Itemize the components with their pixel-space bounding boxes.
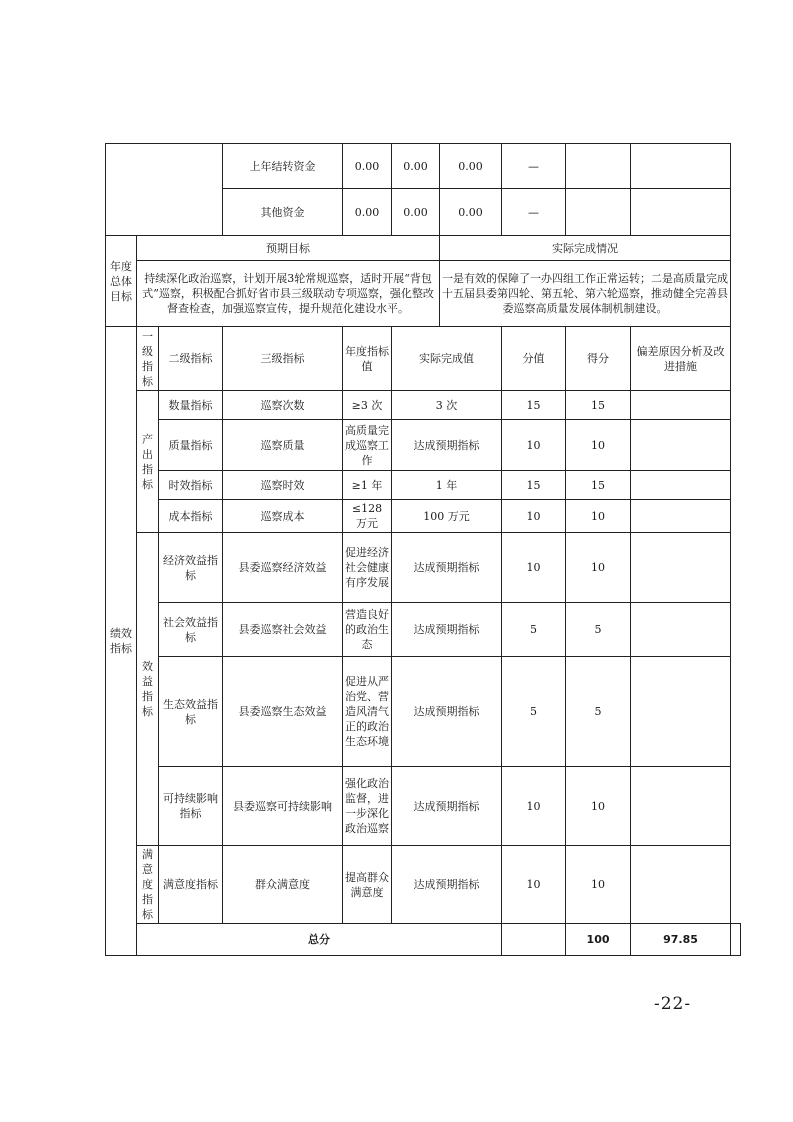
level2-cell: 可持续影响指标 <box>159 767 223 846</box>
funding-value: 0.00 <box>343 189 392 236</box>
actual-status-header: 实际完成情况 <box>440 236 731 261</box>
target-cell: 高质量完成巡察工作 <box>343 420 392 471</box>
reason-cell <box>631 767 731 846</box>
target-cell: 强化政治监督，进一步深化政治巡察 <box>343 767 392 846</box>
score-cell: 10 <box>502 767 566 846</box>
actual-cell: 达成预期指标 <box>392 657 502 767</box>
blank-cell <box>631 144 731 189</box>
level3-cell: 县委巡察可持续影响 <box>223 767 343 846</box>
blank-cell <box>502 924 566 956</box>
total-label: 总分 <box>137 924 502 956</box>
funding-value: — <box>502 144 566 189</box>
blank-cell <box>631 189 731 236</box>
performance-table <box>105 143 741 956</box>
got-cell: 15 <box>566 391 631 420</box>
level3-cell: 巡察次数 <box>223 391 343 420</box>
actual-cell: 达成预期指标 <box>392 603 502 657</box>
target-cell: 提高群众满意度 <box>343 846 392 924</box>
indicator-header-row <box>106 327 741 391</box>
level2-cell: 成本指标 <box>159 500 223 533</box>
page-number: -22- <box>654 994 692 1014</box>
level3-cell: 县委巡察社会效益 <box>223 603 343 657</box>
target-cell: ≥3 次 <box>343 391 392 420</box>
level2-cell: 数量指标 <box>159 391 223 420</box>
actual-cell: 3 次 <box>392 391 502 420</box>
header-score: 分值 <box>502 327 566 391</box>
level2-cell: 生态效益指标 <box>159 657 223 767</box>
got-cell: 10 <box>566 420 631 471</box>
total-row <box>106 924 741 956</box>
header-got: 得分 <box>566 327 631 391</box>
blank-cell <box>566 189 631 236</box>
level2-cell: 经济效益指标 <box>159 533 223 603</box>
table-row <box>106 391 741 420</box>
funding-row <box>106 144 741 189</box>
actual-cell: 达成预期指标 <box>392 846 502 924</box>
level2-cell: 质量指标 <box>159 420 223 471</box>
group-satisfaction-label: 满意度指标 <box>137 846 159 924</box>
funding-value: 0.00 <box>392 144 440 189</box>
target-cell: ≤128 万元 <box>343 500 392 533</box>
blank-cell <box>731 924 741 956</box>
reason-cell <box>631 657 731 767</box>
got-cell: 10 <box>566 533 631 603</box>
funding-label: 其他资金 <box>223 189 343 236</box>
level3-cell: 巡察质量 <box>223 420 343 471</box>
annual-goal-label: 年度总体目标 <box>106 236 137 327</box>
funding-value: — <box>502 189 566 236</box>
expected-goal-text: 持续深化政治巡察，计划开展3轮常规巡察，适时开展“背包式”巡察，积极配合抓好省市县三级联动专项巡察，强化整改督查检查，加强巡察宣传，提升规范化建设水平。 <box>137 261 440 327</box>
table-row <box>106 500 741 533</box>
header-reason: 偏差原因分析及改进措施 <box>631 327 731 391</box>
level2-cell: 时效指标 <box>159 471 223 500</box>
level3-cell: 巡察成本 <box>223 500 343 533</box>
actual-status-text: 一是有效的保障了一办四组工作正常运转；二是高质量完成十五届县委第四轮、第五轮、第六轮巡察，推动健全完善县委巡察高质量发展体制机制建设。 <box>440 261 731 327</box>
level3-cell: 群众满意度 <box>223 846 343 924</box>
actual-cell: 100 万元 <box>392 500 502 533</box>
header-level3: 三级指标 <box>223 327 343 391</box>
goal-text-row <box>106 261 741 327</box>
table-row <box>106 657 741 767</box>
blank-cell <box>566 144 631 189</box>
score-cell: 10 <box>502 500 566 533</box>
reason-cell <box>631 603 731 657</box>
reason-cell <box>631 846 731 924</box>
header-level2: 二级指标 <box>159 327 223 391</box>
header-level1: 一级指标 <box>137 327 159 391</box>
funding-value: 0.00 <box>392 189 440 236</box>
score-cell: 5 <box>502 603 566 657</box>
target-cell: ≥1 年 <box>343 471 392 500</box>
header-target: 年度指标值 <box>343 327 392 391</box>
reason-cell <box>631 500 731 533</box>
reason-cell <box>631 391 731 420</box>
level2-cell: 社会效益指标 <box>159 603 223 657</box>
target-cell: 促进从严治党、营造风清气正的政治生态环境 <box>343 657 392 767</box>
expected-goal-header: 预期目标 <box>137 236 440 261</box>
level3-cell: 巡察时效 <box>223 471 343 500</box>
table-row <box>106 471 741 500</box>
score-cell: 5 <box>502 657 566 767</box>
table-row <box>106 846 741 924</box>
got-cell: 10 <box>566 500 631 533</box>
funding-value: 0.00 <box>440 189 502 236</box>
goal-header-row <box>106 236 741 261</box>
table-row <box>106 603 741 657</box>
total-got: 97.85 <box>631 924 731 956</box>
score-cell: 15 <box>502 471 566 500</box>
table-row <box>106 533 741 603</box>
score-cell: 15 <box>502 391 566 420</box>
level3-cell: 县委巡察生态效益 <box>223 657 343 767</box>
funding-value: 0.00 <box>343 144 392 189</box>
actual-cell: 达成预期指标 <box>392 767 502 846</box>
actual-cell: 达成预期指标 <box>392 533 502 603</box>
level2-cell: 满意度指标 <box>159 846 223 924</box>
header-actual: 实际完成值 <box>392 327 502 391</box>
table-row <box>106 767 741 846</box>
got-cell: 10 <box>566 846 631 924</box>
reason-cell <box>631 471 731 500</box>
table-row <box>106 420 741 471</box>
target-cell: 营造良好的政治生态 <box>343 603 392 657</box>
total-score: 100 <box>566 924 631 956</box>
score-cell: 10 <box>502 846 566 924</box>
actual-cell: 1 年 <box>392 471 502 500</box>
group-benefit-label: 效益指标 <box>137 533 159 846</box>
indicator-section-label: 绩效指标 <box>106 327 137 956</box>
blank-cell <box>106 144 223 236</box>
funding-label: 上年结转资金 <box>223 144 343 189</box>
got-cell: 15 <box>566 471 631 500</box>
level3-cell: 县委巡察经济效益 <box>223 533 343 603</box>
got-cell: 5 <box>566 603 631 657</box>
got-cell: 10 <box>566 767 631 846</box>
group-output-label: 产出指标 <box>137 391 159 533</box>
score-cell: 10 <box>502 420 566 471</box>
got-cell: 5 <box>566 657 631 767</box>
score-cell: 10 <box>502 533 566 603</box>
reason-cell <box>631 533 731 603</box>
funding-value: 0.00 <box>440 144 502 189</box>
actual-cell: 达成预期指标 <box>392 420 502 471</box>
target-cell: 促进经济社会健康有序发展 <box>343 533 392 603</box>
reason-cell <box>631 420 731 471</box>
